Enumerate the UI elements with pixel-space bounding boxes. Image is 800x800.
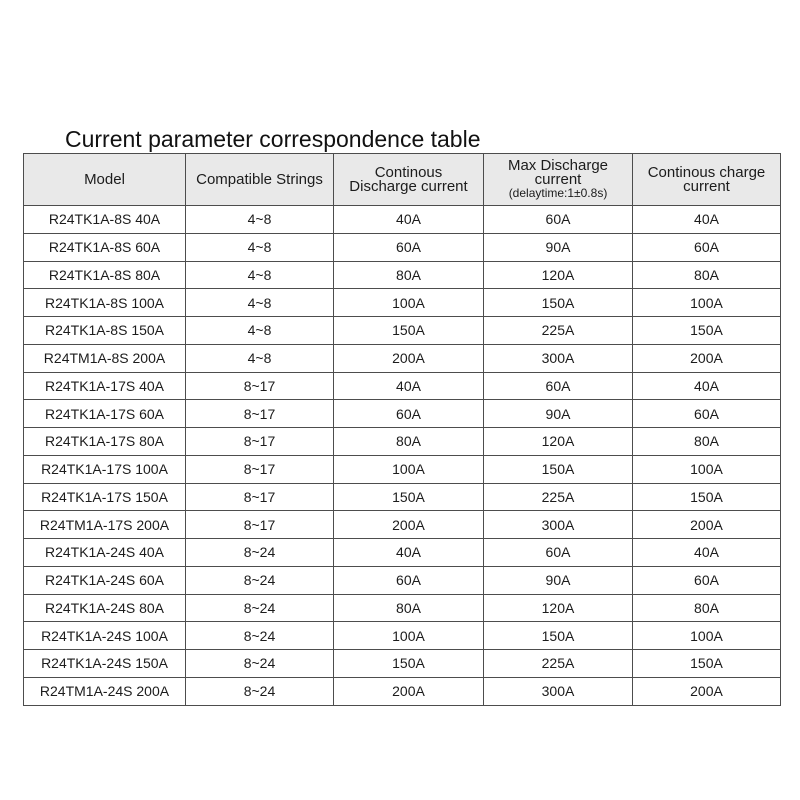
table-row: [24, 539, 781, 567]
cell-model: R24TK1A-24S 100A: [24, 622, 186, 650]
cell-model: R24TK1A-17S 80A: [24, 428, 186, 456]
cell-continous-discharge-current: 40A: [334, 206, 484, 234]
cell-max-discharge-current: 150A: [484, 289, 633, 317]
cell-continous-discharge-current: 100A: [334, 289, 484, 317]
cell-compatible-strings: 8~24: [186, 650, 334, 678]
cell-continous-charge-current: 150A: [633, 650, 781, 678]
cell-continous-discharge-current: 80A: [334, 261, 484, 289]
cell-compatible-strings: 8~24: [186, 594, 334, 622]
cell-max-discharge-current: 300A: [484, 677, 633, 705]
cell-continous-discharge-current: 200A: [334, 677, 484, 705]
table-body: [24, 206, 781, 706]
table-header: [24, 154, 781, 206]
cell-continous-discharge-current: 100A: [334, 622, 484, 650]
column-header-text: Discharge current: [349, 177, 468, 195]
cell-model: R24TK1A-8S 150A: [24, 317, 186, 345]
cell-max-discharge-current: 300A: [484, 344, 633, 372]
column-header-compatible-strings: [186, 154, 334, 206]
cell-compatible-strings: 4~8: [186, 206, 334, 234]
cell-model: R24TK1A-8S 60A: [24, 233, 186, 261]
cell-model: R24TM1A-17S 200A: [24, 511, 186, 539]
cell-compatible-strings: 8~17: [186, 372, 334, 400]
table-row: [24, 594, 781, 622]
cell-compatible-strings: 8~24: [186, 622, 334, 650]
table-row: [24, 650, 781, 678]
table-row: [24, 289, 781, 317]
cell-continous-charge-current: 100A: [633, 289, 781, 317]
cell-model: R24TM1A-8S 200A: [24, 344, 186, 372]
cell-max-discharge-current: 120A: [484, 428, 633, 456]
cell-continous-charge-current: 40A: [633, 372, 781, 400]
cell-compatible-strings: 8~17: [186, 483, 334, 511]
column-header-text: Compatible Strings: [196, 170, 323, 188]
cell-model: R24TK1A-8S 80A: [24, 261, 186, 289]
cell-compatible-strings: 4~8: [186, 261, 334, 289]
cell-compatible-strings: 8~24: [186, 566, 334, 594]
table-row: [24, 455, 781, 483]
cell-continous-charge-current: 60A: [633, 233, 781, 261]
table-row: [24, 317, 781, 345]
table-row: [24, 677, 781, 705]
cell-max-discharge-current: 150A: [484, 455, 633, 483]
table-row: [24, 261, 781, 289]
column-header-note: (delaytime:1±0.8s): [508, 186, 608, 200]
table-row: [24, 233, 781, 261]
table-row: [24, 372, 781, 400]
cell-compatible-strings: 8~17: [186, 428, 334, 456]
table-row: [24, 344, 781, 372]
cell-model: R24TK1A-17S 40A: [24, 372, 186, 400]
cell-compatible-strings: 8~24: [186, 677, 334, 705]
column-header-max-discharge-current: [484, 154, 633, 206]
cell-max-discharge-current: 90A: [484, 233, 633, 261]
table-row: [24, 511, 781, 539]
column-header-text: Model: [84, 170, 125, 188]
cell-max-discharge-current: 60A: [484, 539, 633, 567]
cell-compatible-strings: 4~8: [186, 289, 334, 317]
cell-continous-charge-current: 200A: [633, 677, 781, 705]
cell-continous-discharge-current: 100A: [334, 455, 484, 483]
cell-model: R24TK1A-24S 150A: [24, 650, 186, 678]
cell-continous-charge-current: 80A: [633, 594, 781, 622]
cell-continous-discharge-current: 40A: [334, 539, 484, 567]
table-row: [24, 566, 781, 594]
table-row: [24, 483, 781, 511]
table-row: [24, 622, 781, 650]
cell-max-discharge-current: 90A: [484, 566, 633, 594]
cell-model: R24TK1A-8S 100A: [24, 289, 186, 317]
cell-continous-discharge-current: 200A: [334, 344, 484, 372]
cell-continous-charge-current: 100A: [633, 455, 781, 483]
column-header-model: [24, 154, 186, 206]
cell-continous-charge-current: 40A: [633, 206, 781, 234]
table-row: [24, 428, 781, 456]
cell-max-discharge-current: 60A: [484, 372, 633, 400]
parameter-table: [23, 153, 781, 706]
table-row: [24, 206, 781, 234]
cell-model: R24TK1A-17S 150A: [24, 483, 186, 511]
column-header-text: Max Discharge: [507, 157, 609, 174]
cell-compatible-strings: 8~17: [186, 400, 334, 428]
column-header-text: current: [683, 177, 730, 195]
cell-continous-discharge-current: 60A: [334, 566, 484, 594]
cell-continous-charge-current: 40A: [633, 539, 781, 567]
cell-continous-charge-current: 60A: [633, 566, 781, 594]
cell-continous-discharge-current: 40A: [334, 372, 484, 400]
cell-continous-charge-current: 150A: [633, 483, 781, 511]
cell-continous-discharge-current: 150A: [334, 650, 484, 678]
cell-max-discharge-current: 225A: [484, 483, 633, 511]
table-row: [24, 400, 781, 428]
cell-continous-charge-current: 200A: [633, 344, 781, 372]
cell-max-discharge-current: 60A: [484, 206, 633, 234]
cell-compatible-strings: 8~17: [186, 455, 334, 483]
cell-model: R24TK1A-24S 80A: [24, 594, 186, 622]
column-header-text: Continous charge: [647, 163, 766, 181]
cell-max-discharge-current: 90A: [484, 400, 633, 428]
cell-max-discharge-current: 150A: [484, 622, 633, 650]
column-header-text: Continous: [374, 163, 443, 181]
cell-continous-discharge-current: 150A: [334, 483, 484, 511]
cell-model: R24TK1A-17S 60A: [24, 400, 186, 428]
cell-max-discharge-current: 120A: [484, 261, 633, 289]
cell-continous-discharge-current: 200A: [334, 511, 484, 539]
cell-continous-discharge-current: 80A: [334, 428, 484, 456]
cell-max-discharge-current: 225A: [484, 650, 633, 678]
cell-max-discharge-current: 300A: [484, 511, 633, 539]
cell-model: R24TK1A-17S 100A: [24, 455, 186, 483]
cell-model: R24TK1A-24S 60A: [24, 566, 186, 594]
column-header-text: current: [534, 171, 582, 188]
column-header-continous-charge-current: [633, 154, 781, 206]
cell-compatible-strings: 4~8: [186, 233, 334, 261]
cell-compatible-strings: 4~8: [186, 344, 334, 372]
cell-continous-charge-current: 80A: [633, 261, 781, 289]
cell-compatible-strings: 8~24: [186, 539, 334, 567]
cell-max-discharge-current: 120A: [484, 594, 633, 622]
cell-continous-charge-current: 80A: [633, 428, 781, 456]
cell-continous-charge-current: 150A: [633, 317, 781, 345]
cell-continous-discharge-current: 150A: [334, 317, 484, 345]
header-row: [24, 154, 781, 206]
cell-max-discharge-current: 225A: [484, 317, 633, 345]
page-title: Current parameter correspondence table: [65, 126, 481, 152]
cell-model: R24TK1A-24S 40A: [24, 539, 186, 567]
cell-continous-charge-current: 60A: [633, 400, 781, 428]
cell-model: R24TK1A-8S 40A: [24, 206, 186, 234]
cell-continous-charge-current: 100A: [633, 622, 781, 650]
cell-continous-discharge-current: 80A: [334, 594, 484, 622]
cell-continous-discharge-current: 60A: [334, 400, 484, 428]
column-header-continous-discharge-current: [334, 154, 484, 206]
cell-compatible-strings: 8~17: [186, 511, 334, 539]
cell-continous-charge-current: 200A: [633, 511, 781, 539]
cell-continous-discharge-current: 60A: [334, 233, 484, 261]
cell-compatible-strings: 4~8: [186, 317, 334, 345]
cell-model: R24TM1A-24S 200A: [24, 677, 186, 705]
